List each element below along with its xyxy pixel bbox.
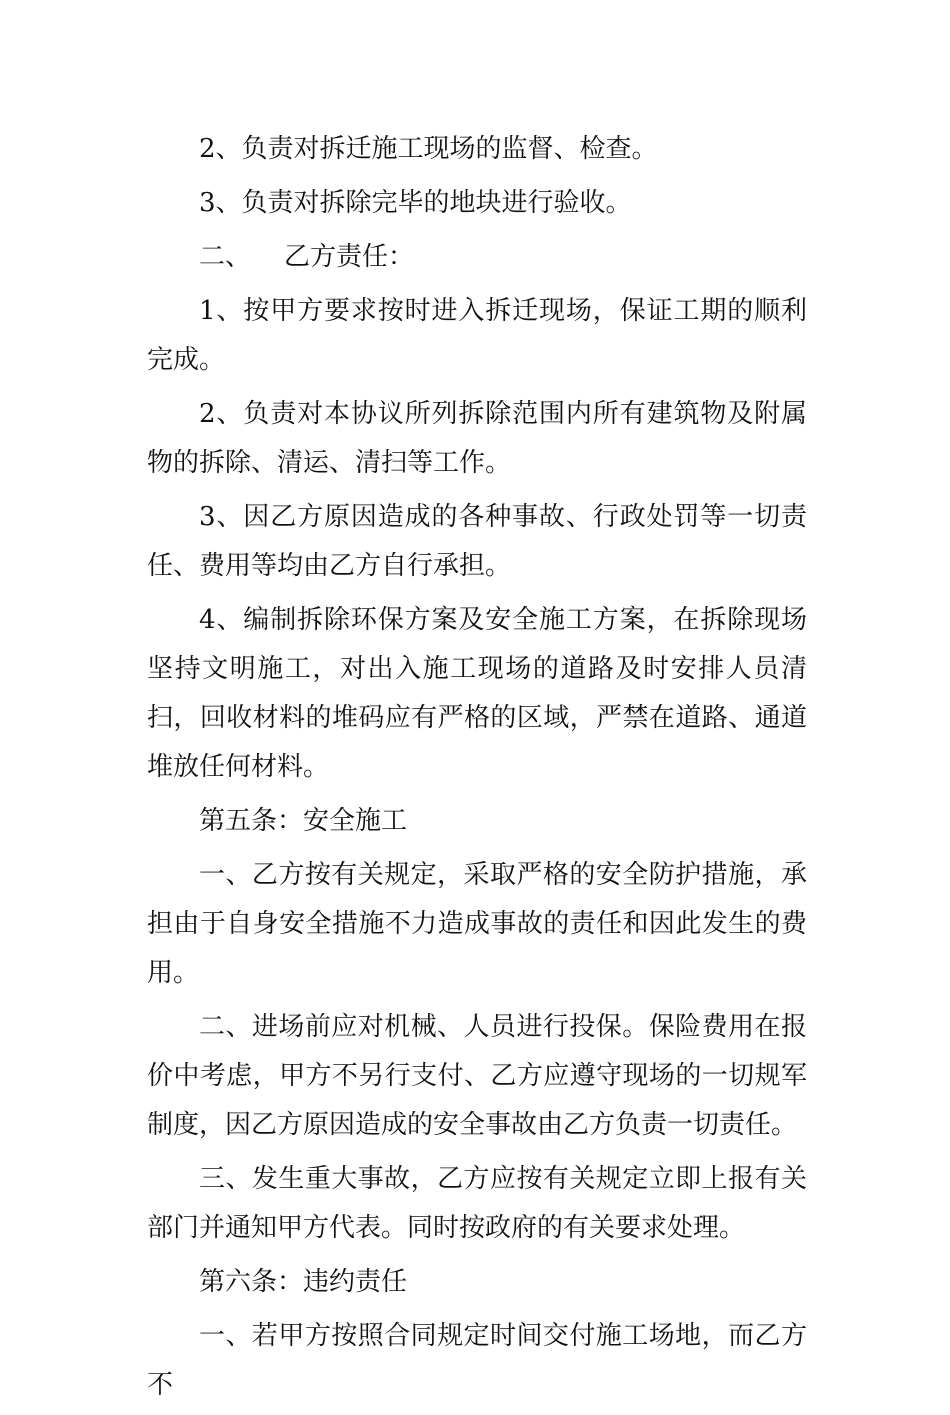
paragraph-environmental-plan: 4、编制拆除环保方案及安全施工方案，在拆除现场坚持文明施工，对出入施工现场的道路及时安排人员清扫，回收材料的堆码应有严格的区域，严禁在道路、通道堆放任何材料。 bbox=[147, 605, 807, 782]
heading-article-five: 第五条：安全施工 bbox=[199, 806, 408, 836]
paragraph-demolition-scope: 2、负责对本协议所列拆除范围内所有建筑物及附属物的拆除、清运、清扫等工作。 bbox=[147, 399, 807, 478]
paragraph-safety-measures: 一、乙方按有关规定，采取严格的安全防护措施，承担由于自身安全措施不力造成事故的责任和因此发生的费用。 bbox=[147, 860, 807, 988]
heading-party-b-responsibility: 二、 乙方责任： bbox=[199, 242, 415, 272]
paragraph-supervision: 2、负责对拆迁施工现场的监督、检查。 bbox=[199, 134, 658, 164]
paragraph-liability-costs: 3、因乙方原因造成的各种事故、行政处罚等一切责任、费用等均由乙方自行承担。 bbox=[147, 502, 807, 581]
document-body bbox=[147, 125, 807, 1415]
paragraph-major-accident: 三、发生重大事故，乙方应按有关规定立即上报有关部门并通知甲方代表。同时按政府的有关要求处理。 bbox=[147, 1164, 807, 1243]
paragraph-enter-site: 1、按甲方要求按时进入拆迁现场，保证工期的顺利完成。 bbox=[147, 296, 807, 375]
heading-article-six: 第六条：违约责任 bbox=[199, 1267, 408, 1297]
paragraph-acceptance: 3、负责对拆除完毕的地块进行验收。 bbox=[199, 188, 632, 218]
paragraph-insurance: 二、进场前应对机械、人员进行投保。保险费用在报价中考虑，甲方不另行支付、乙方应遵守现场的一切规军制度，因乙方原因造成的安全事故由乙方负责一切责任。 bbox=[147, 1012, 807, 1140]
paragraph-breach: 一、若甲方按照合同规定时间交付施工场地，而乙方不 bbox=[147, 1321, 807, 1400]
